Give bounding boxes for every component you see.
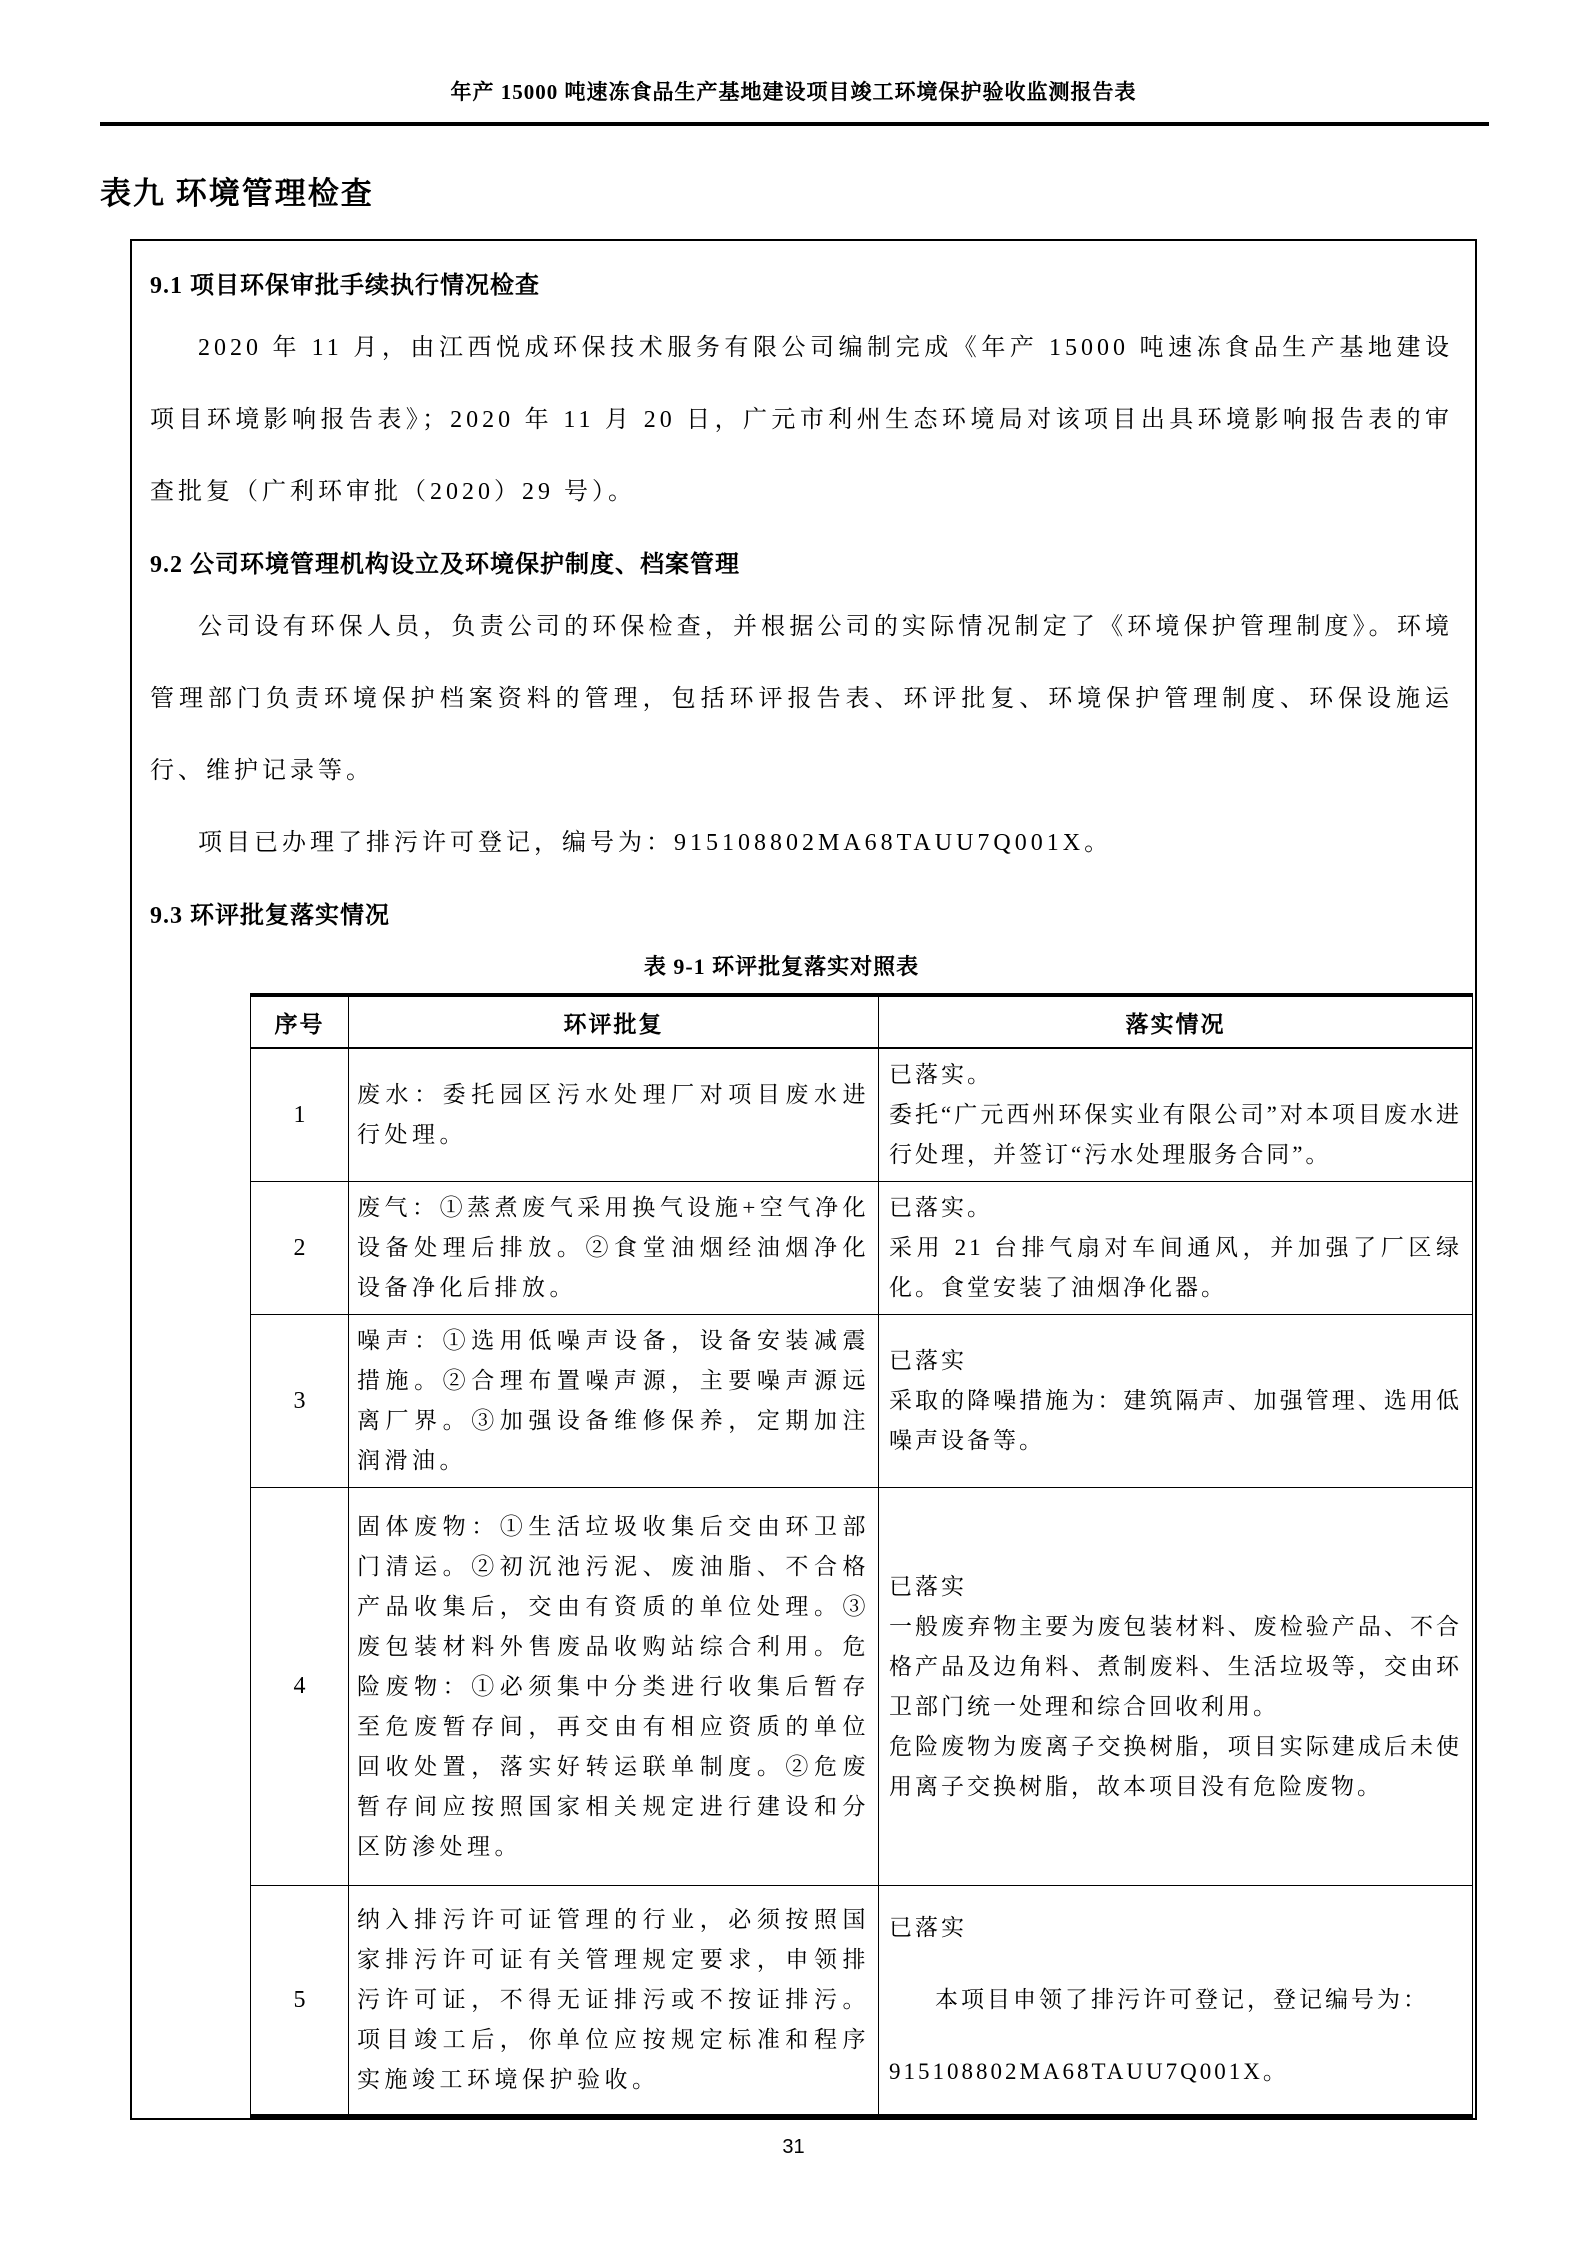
row-number: 1 bbox=[251, 1048, 349, 1182]
approval-text: 废气：①蒸煮废气采用换气设施+空气净化设备处理后排放。②食堂油烟经油烟净化设备净化后排放。 bbox=[357, 1195, 870, 1300]
implementation-cell bbox=[879, 1048, 1473, 1182]
approval-text: 固体废物：①生活垃圾收集后交由环卫部门清运。②初沉池污泥、废油脂、不合格产品收集后，交由有资质的单位处理。③废包装材料外售废品收购站综合利用。危险废物：①必须集中分类进行收集后暂存至危废暂存间，再交由有相应资质的单位回收处置，落实好转运联单制度。②危废暂存间应按照国家相关规定进行建设和分区防渗处理。 bbox=[357, 1513, 870, 1859]
approval-text: 噪声：①选用低噪声设备，设备安装减震措施。②合理布置噪声源，主要噪声源远离厂界。③加强设备维修保养，定期加注润滑油。 bbox=[357, 1328, 870, 1473]
paragraph-9-2b: 项目已办理了排污许可登记，编号为：915108802MA68TAUU7Q001X。 bbox=[198, 830, 1113, 856]
table-row bbox=[251, 1886, 1473, 2117]
content-box bbox=[130, 239, 1477, 2120]
table-row bbox=[251, 1315, 1473, 1488]
table-header-row bbox=[251, 995, 1473, 1048]
implementation-text: 采用 21 台排气扇对车间通风，并加强了厂区绿化。食堂安装了油烟净化器。 bbox=[889, 1235, 1462, 1300]
row-number: 2 bbox=[251, 1182, 349, 1315]
table-row bbox=[251, 1048, 1473, 1182]
row-number: 5 bbox=[251, 1886, 349, 2117]
heading-9-2: 9.2 公司环境管理机构设立及环境保护制度、档案管理 bbox=[150, 552, 740, 578]
implementation-cell bbox=[879, 1315, 1473, 1488]
document-header-title: 年产 15000 吨速冻食品生产基地建设项目竣工环境保护验收监测报告表 bbox=[450, 80, 1137, 104]
approval-cell bbox=[349, 1048, 879, 1182]
implementation-cell bbox=[879, 1886, 1473, 2117]
document-header bbox=[0, 0, 1587, 126]
approval-text: 纳入排污许可证管理的行业，必须按照国家排污许可证有关管理规定要求，申领排污许可证，不得无证排污或不按证排污。项目竣工后，你单位应按规定标准和程序实施竣工环境保护验收。 bbox=[357, 1907, 870, 2092]
approval-cell bbox=[349, 1488, 879, 1886]
approval-cell bbox=[349, 1182, 879, 1315]
implementation-text: 采取的降噪措施为：建筑隔声、加强管理、选用低噪声设备等。 bbox=[889, 1388, 1462, 1453]
table-caption: 表 9-1 环评批复落实对照表 bbox=[643, 954, 920, 979]
implementation-text: 已落实。 bbox=[889, 1195, 993, 1220]
heading-9-3: 9.3 环评批复落实情况 bbox=[150, 903, 390, 929]
heading-9-1: 9.1 项目环保审批手续执行情况检查 bbox=[150, 273, 540, 299]
paragraph-9-1: 2020 年 11 月，由江西悦成环保技术服务有限公司编制完成《年产 15000 吨速冻食品生产基地建设项目环境影响报告表》；2020 年 11 月 20 日，广元市利州生态环境局对该项目出具环境影响报告表的审查批复（广利环审批（2020）29 号）。 bbox=[150, 335, 1453, 505]
approval-cell bbox=[349, 1886, 879, 2117]
implementation-cell bbox=[879, 1488, 1473, 1886]
page-title: 表九 环境管理检查 bbox=[100, 176, 374, 211]
implementation-text: 已落实。 bbox=[889, 1062, 993, 1087]
table-row bbox=[251, 1182, 1473, 1315]
implementation-text: 已落实 bbox=[889, 1348, 967, 1373]
implementation-cell bbox=[879, 1182, 1473, 1315]
approval-implementation-table bbox=[250, 993, 1473, 2118]
implementation-text: 915108802MA68TAUU7Q001X。 bbox=[889, 2059, 1289, 2084]
implementation-text: 危险废物为废离子交换树脂，项目实际建成后未使用离子交换树脂，故本项目没有危险废物。 bbox=[889, 1733, 1462, 1799]
page-number: 31 bbox=[782, 2136, 805, 2158]
table-row bbox=[251, 1488, 1473, 1886]
column-header-no: 序号 bbox=[251, 995, 349, 1048]
implementation-text: 本项目申领了排污许可登记，登记编号为： bbox=[935, 1987, 1429, 2012]
implementation-text: 委托“广元西州环保实业有限公司”对本项目废水进行处理，并签订“污水处理服务合同”。 bbox=[889, 1102, 1462, 1167]
column-header-implementation: 落实情况 bbox=[879, 995, 1473, 1048]
approval-text: 废水：委托园区污水处理厂对项目废水进行处理。 bbox=[357, 1082, 870, 1147]
row-number: 3 bbox=[251, 1315, 349, 1488]
approval-cell bbox=[349, 1315, 879, 1488]
paragraph-9-2a: 公司设有环保人员，负责公司的环保检查，并根据公司的实际情况制定了《环境保护管理制度》。环境管理部门负责环境保护档案资料的管理，包括环评报告表、环评批复、环境保护管理制度、环保设施运行、维护记录等。 bbox=[150, 614, 1453, 784]
header-rule bbox=[100, 122, 1489, 126]
implementation-text: 已落实 bbox=[889, 1573, 967, 1599]
implementation-text: 一般废弃物主要为废包装材料、废检验产品、不合格产品及边角料、煮制废料、生活垃圾等，交由环卫部门统一处理和综合回收利用。 bbox=[889, 1613, 1462, 1719]
row-number: 4 bbox=[251, 1488, 349, 1886]
column-header-approval: 环评批复 bbox=[349, 995, 879, 1048]
implementation-text: 已落实 bbox=[889, 1915, 967, 1940]
